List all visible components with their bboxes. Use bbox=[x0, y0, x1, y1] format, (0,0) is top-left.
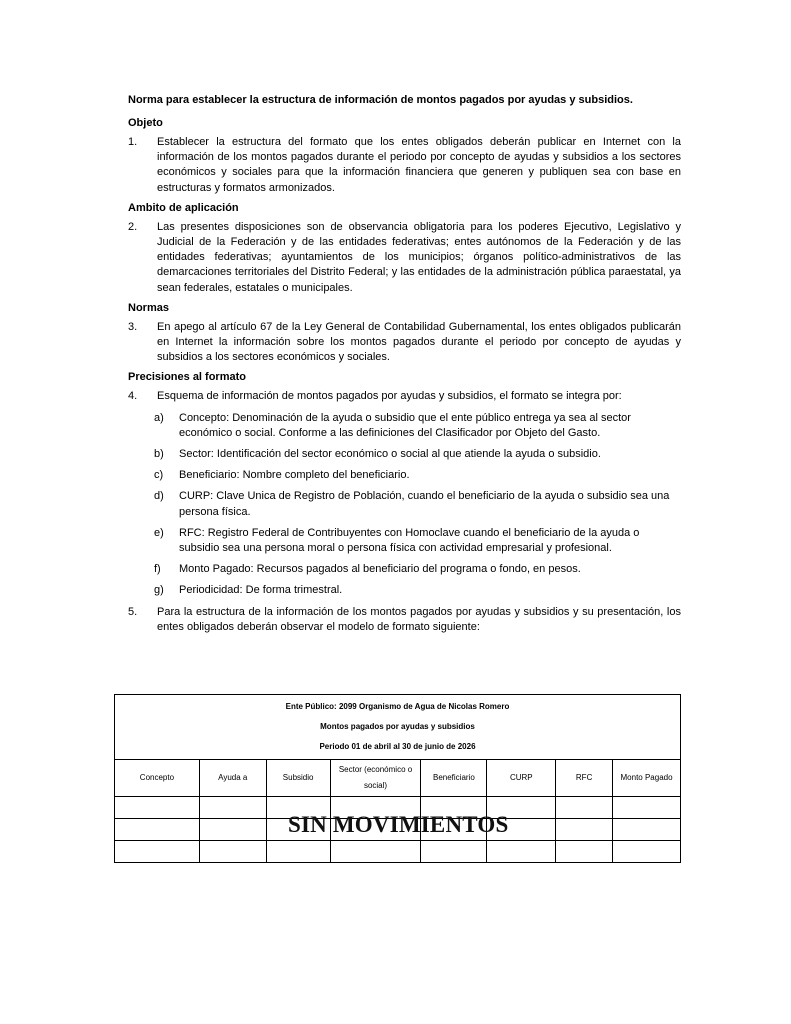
item-letter: f) bbox=[154, 563, 161, 576]
table-cell bbox=[556, 819, 613, 841]
section-heading-precisiones: Precisiones al formato bbox=[128, 371, 246, 384]
paragraph-number: 1. bbox=[128, 136, 138, 148]
section-heading-objeto: Objeto bbox=[128, 117, 163, 129]
item-letter: g) bbox=[154, 584, 164, 597]
report-name-line: Montos pagados por ayudas y subsidios bbox=[320, 722, 475, 731]
item-text: Sector: Identificación del sector económico o social al que atiende la ayuda o subsidio. bbox=[179, 448, 601, 461]
table-header bbox=[115, 695, 681, 760]
item-text: Concepto: Denominación de la ayuda o subsidio que el ente público entrega ya sea al sector económico o social. Conforme a las definiciones del Clasificador por Objeto del Gasto. bbox=[179, 411, 631, 439]
table-cell bbox=[115, 797, 200, 819]
document-body bbox=[128, 94, 681, 641]
item-text: RFC: Registro Federal de Contribuyentes con Homoclave cuando el beneficiario de la ayuda o subsidio sea una persona moral o persona física con actividad empresarial y profesional. bbox=[179, 526, 640, 555]
column-header-subsidio: Subsidio bbox=[266, 760, 330, 797]
lettered-item bbox=[154, 489, 681, 519]
item-text: Beneficiario: Nombre completo del beneficiario. bbox=[179, 469, 410, 482]
table-cell bbox=[487, 841, 556, 863]
section-heading-normas: Normas bbox=[128, 301, 169, 314]
paragraph-text: Las presentes disposiciones son de observancia obligatoria para los poderes Ejecutivo, Legislativo y Judicial de la Federación y de las entidades federativas; entes autónomos de la Federación y de las entidades federativas; ayuntamientos de los municipios; órganos político-administrativos de las demarcaciones territoriales del Distrito Federal; y las entidades de la administración pública paraestatal, ya sean federales, estatales o municipales. bbox=[157, 220, 681, 294]
column-header-rfc: RFC bbox=[556, 760, 613, 797]
lettered-item bbox=[154, 447, 681, 462]
paragraph-text: Esquema de información de montos pagados por ayudas y subsidios, el formato se integra por: bbox=[157, 390, 622, 403]
item-text: Periodicidad: De forma trimestral. bbox=[179, 584, 343, 597]
table-cell bbox=[199, 841, 266, 863]
column-header-ayuda: Ayuda a bbox=[199, 760, 266, 797]
numbered-paragraph bbox=[128, 605, 681, 635]
table-row bbox=[115, 841, 681, 863]
table-cell bbox=[613, 819, 681, 841]
lettered-item bbox=[154, 526, 681, 556]
no-movements-stamp: SIN MOVIMIENTOS bbox=[288, 812, 509, 837]
item-letter: d) bbox=[154, 490, 164, 503]
table-cell bbox=[421, 841, 487, 863]
paragraph-text: Para la estructura de la información de los montos pagados por ayudas y subsidios y su presentación, los entes obligados deberán observar el modelo de formato siguiente: bbox=[157, 605, 681, 633]
table-cell bbox=[199, 819, 266, 841]
paragraph-text: En apego al artículo 67 de la Ley General de Contabilidad Gubernamental, los entes obligados publicarán en Internet la información sobre los montos pagados durante el periodo por concepto de ayudas y subsidios a los sectores económicos y sociales. bbox=[157, 320, 681, 364]
column-header-curp: CURP bbox=[487, 760, 556, 797]
item-text: CURP: Clave Unica de Registro de Población, cuando el beneficiario de la ayuda o subsidio sea una persona física. bbox=[179, 490, 670, 518]
item-letter: e) bbox=[154, 526, 164, 539]
lettered-item bbox=[154, 562, 681, 577]
item-letter: b) bbox=[154, 448, 164, 461]
table-cell bbox=[613, 841, 681, 863]
period-line: Periodo 01 de abril al 30 de junio de 2026 bbox=[319, 742, 476, 751]
numbered-paragraph bbox=[128, 135, 681, 196]
column-header-concepto: Concepto bbox=[115, 760, 200, 797]
lettered-item bbox=[154, 583, 681, 598]
item-letter: c) bbox=[154, 469, 164, 482]
numbered-paragraph bbox=[128, 220, 681, 296]
table-cell bbox=[613, 797, 681, 819]
numbered-paragraph bbox=[128, 389, 681, 404]
paragraph-text: Establecer la estructura del formato que los entes obligados deberán publicar en Internet con la información de los montos pagados durante el periodo por concepto de ayudas y subsidios a los sectores económicos y sociales para que la información financiera que generen y publiquen sea con base en estructuras y formatos armonizados. bbox=[157, 136, 681, 194]
column-header-beneficiario: Beneficiario bbox=[421, 760, 487, 797]
table-cell bbox=[199, 797, 266, 819]
table-cell bbox=[266, 841, 330, 863]
lettered-item bbox=[154, 468, 681, 483]
column-header-sector: Sector (económico o social) bbox=[330, 760, 421, 797]
table-cell bbox=[115, 819, 200, 841]
document-title: Norma para establecer la estructura de información de montos pagados por ayudas y subsidios. bbox=[128, 94, 633, 106]
section-heading-ambito: Ambito de aplicación bbox=[128, 201, 239, 214]
paragraph-number: 4. bbox=[128, 390, 138, 403]
item-letter: a) bbox=[154, 411, 164, 424]
table-cell bbox=[556, 841, 613, 863]
lettered-item bbox=[154, 411, 681, 441]
table-cell bbox=[556, 797, 613, 819]
column-header-monto: Monto Pagado bbox=[613, 760, 681, 797]
paragraph-number: 3. bbox=[128, 320, 138, 333]
table-cell bbox=[115, 841, 200, 863]
table-cell bbox=[330, 841, 421, 863]
entity-line: Ente Público: 2099 Organismo de Agua de Nicolas Romero bbox=[285, 702, 510, 711]
item-text: Monto Pagado: Recursos pagados al beneficiario del programa o fondo, en pesos. bbox=[179, 563, 581, 576]
paragraph-number: 5. bbox=[128, 605, 138, 618]
numbered-paragraph bbox=[128, 320, 681, 366]
paragraph-number: 2. bbox=[128, 220, 138, 233]
